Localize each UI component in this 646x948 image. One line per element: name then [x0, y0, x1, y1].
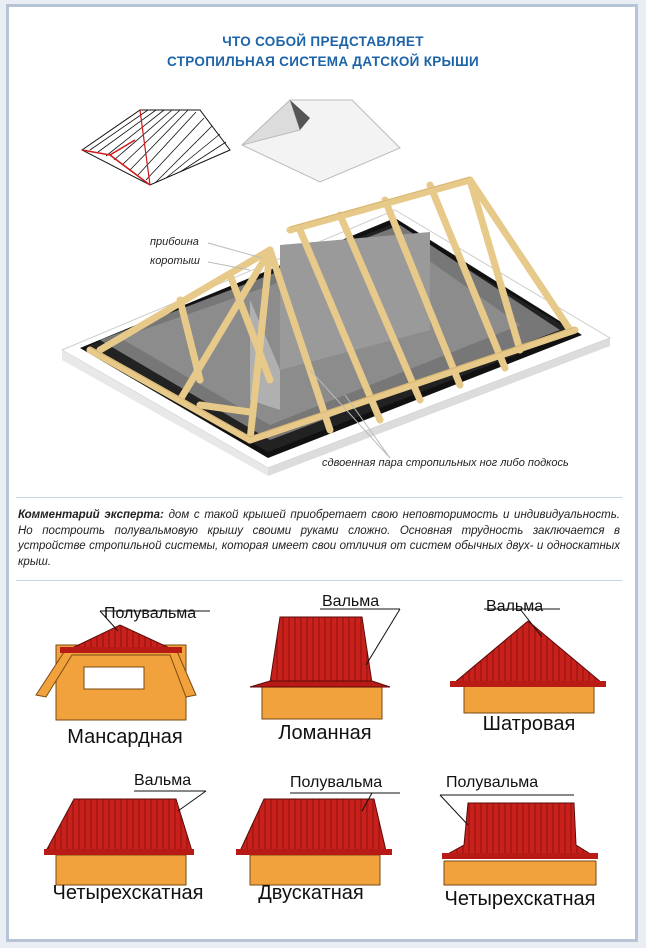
- label-rafter-pair: сдвоенная пара стропильных ног либо подкось: [322, 457, 569, 469]
- comment-text: дом с такой крышей приобретает свою неповторимость и индивидуальность. Но построить полувальмовую крышу своими руками сложно. Основная трудность заключается в устройстве стропильной системы, которая имеет свои отличия от систем обычных двух- и односкатных крыш.: [18, 509, 620, 568]
- type-label-tent: Шатровая: [482, 713, 576, 735]
- roof-type-hip: [44, 791, 206, 885]
- title-line-2: СТРОПИЛЬНАЯ СИСТЕМА ДАТСКОЙ КРЫШИ: [167, 54, 479, 69]
- type-label-broken: Ломанная: [278, 722, 372, 744]
- callout-broken: Вальма: [322, 593, 380, 610]
- callout-hip: Вальма: [134, 772, 192, 789]
- roof-type-hip-half: [440, 795, 598, 885]
- callout-hip-half: Полувальма: [446, 774, 539, 791]
- expert-comment: [16, 497, 622, 581]
- small-roof-model: [242, 100, 400, 182]
- type-label-hip: Четырехскатная: [52, 882, 204, 904]
- type-label-mansard: Мансардная: [67, 726, 183, 748]
- roof-type-broken: [250, 609, 400, 719]
- title-line-1: ЧТО СОБОЙ ПРЕДСТАВЛЯЕТ: [222, 34, 424, 49]
- roof-type-mansard: [36, 611, 210, 720]
- label-priboina: прибоина: [150, 236, 199, 248]
- callout-tent: Вальма: [486, 598, 544, 615]
- roof-type-gable: [236, 793, 400, 885]
- type-label-gable: Двускатная: [258, 882, 364, 904]
- callout-gable: Полувальма: [290, 774, 383, 791]
- comment-lead: Комментарий эксперта:: [18, 509, 164, 521]
- roof-type-tent: [450, 609, 606, 713]
- small-roof-sketch: [82, 110, 230, 185]
- label-korotysh: коротыш: [150, 255, 200, 267]
- type-label-hip-half: Четырехскатная: [444, 888, 596, 910]
- callout-mansard: Полувальма: [104, 605, 197, 622]
